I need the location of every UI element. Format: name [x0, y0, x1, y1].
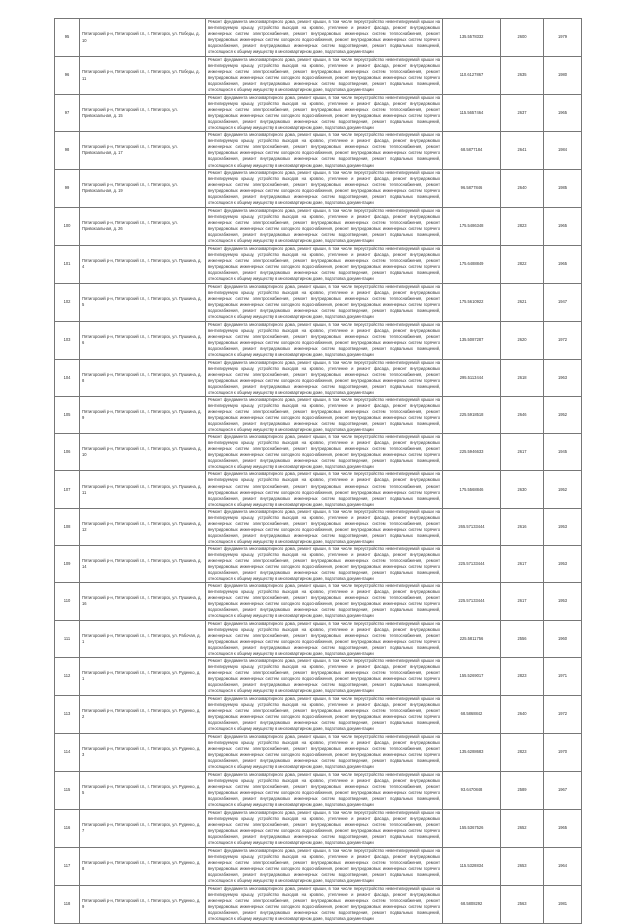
- table-row: [55, 95, 582, 132]
- table-row: [55, 207, 582, 245]
- row-number: 115: [55, 771, 80, 809]
- works-cell: Ремонт фундамента многоквартирного дома, ремонт крыши, в том числе переустройство невентилируемой крыши на вентилируемую крышу, устройство выходов на кровлю, утепление и ремонт фасада, ремонт внутридомовых инженерных систем электроснабжения, ремонт внутридомовых инженерных систем теплоснабжения, ремонт внутридомовых инженерных систем холодного водоснабжения, ремонт внутридомовых инженерных систем горячего водоснабжения, ремонт внутридомовых инженерных систем водоотведения, ремонт подвальных помещений, относящихся к общему имуществу в многоквартирном доме, подготовка документации: [206, 95, 443, 132]
- row-number: 108: [55, 508, 80, 545]
- table-row: [55, 847, 582, 885]
- year-cell: 1971: [544, 657, 582, 695]
- year-cell: 1964: [544, 847, 582, 885]
- table-row: [55, 359, 582, 396]
- year-cell: 1953: [544, 545, 582, 582]
- works-cell: Ремонт фундамента многоквартирного дома, ремонт крыши, в том числе переустройство невентилируемой крыши на вентилируемую крышу, устройство выходов на кровлю, утепление и ремонт фасада, ремонт внутридомовых инженерных систем электроснабжения, ремонт внутридомовых инженерных систем теплоснабжения, ремонт внутридомовых инженерных систем холодного водоснабжения, ремонт внутридомовых инженерных систем горячего водоснабжения, ремонт внутридомовых инженерных систем водоотведения, ремонт подвальных помещений, относящихся к общему имуществу в многоквартирном доме, подготовка документации: [206, 169, 443, 207]
- address-cell: Пятигорский р-н, Пятигорский г.п., г. Пятигорск, ул. Пушкина, д. 16: [80, 583, 206, 620]
- works-cell: Ремонт фундамента многоквартирного дома, ремонт крыши, в том числе переустройство невентилируемой крыши на вентилируемую крышу, устройство выходов на кровлю, утепление и ремонт фасада, ремонт внутридомовых инженерных систем электроснабжения, ремонт внутридомовых инженерных систем теплоснабжения, ремонт внутридомовых инженерных систем холодного водоснабжения, ремонт внутридомовых инженерных систем горячего водоснабжения, ремонт внутридомовых инженерных систем водоотведения, ремонт подвальных помещений, относящихся к общему имуществу в многоквартирном доме, подготовка документации: [206, 283, 443, 321]
- area-cell: 135.6288683: [443, 733, 501, 771]
- code-cell: 2617: [501, 545, 544, 582]
- row-number: 98: [55, 132, 80, 169]
- year-cell: 1980: [544, 57, 582, 95]
- code-cell: 2621: [501, 283, 544, 321]
- address-cell: Пятигорский р-н, Пятигорский г.п., г. Пятигорск, ул. Привокзальная, д. 15: [80, 95, 206, 132]
- year-cell: 1960: [544, 620, 582, 657]
- area-cell: 68.5877184: [443, 132, 501, 169]
- code-cell: 2646: [501, 396, 544, 433]
- address-cell: Пятигорский р-н, Пятигорский г.п., г. Пятигорск, ул. Руденко, д. 5: [80, 771, 206, 809]
- works-cell: Ремонт фундамента многоквартирного дома, ремонт крыши, в том числе переустройство невентилируемой крыши на вентилируемую крышу, устройство выходов на кровлю, утепление и ремонт фасада, ремонт внутридомовых инженерных систем электроснабжения, ремонт внутридомовых инженерных систем теплоснабжения, ремонт внутридомовых инженерных систем холодного водоснабжения, ремонт внутридомовых инженерных систем горячего водоснабжения, ремонт внутридомовых инженерных систем водоотведения, ремонт подвальных помещений, относящихся к общему имуществу в многоквартирном доме, подготовка документации: [206, 19, 443, 57]
- area-cell: 225.57133444: [443, 583, 501, 620]
- row-number: 107: [55, 471, 80, 508]
- year-cell: 1963: [544, 359, 582, 396]
- works-cell: Ремонт фундамента многоквартирного дома, ремонт крыши, в том числе переустройство невентилируемой крыши на вентилируемую крышу, устройство выходов на кровлю, утепление и ремонт фасада, ремонт внутридомовых инженерных систем электроснабжения, ремонт внутридомовых инженерных систем теплоснабжения, ремонт внутридомовых инженерных систем холодного водоснабжения, ремонт внутридомовых инженерных систем горячего водоснабжения, ремонт внутридомовых инженерных систем водоотведения, ремонт подвальных помещений, относящихся к общему имуществу в многоквартирном доме, подготовка документации: [206, 207, 443, 245]
- year-cell: 1953: [544, 583, 582, 620]
- row-number: 106: [55, 434, 80, 471]
- address-cell: Пятигорский р-н, Пятигорский г.п., г. Пятигорск, ул. Руденко, д. 2: [80, 695, 206, 733]
- table-row: [55, 283, 582, 321]
- table-row: [55, 132, 582, 169]
- row-number: 102: [55, 283, 80, 321]
- area-cell: 155.5367526: [443, 809, 501, 847]
- works-cell: Ремонт фундамента многоквартирного дома, ремонт крыши, в том числе переустройство невентилируемой крыши на вентилируемую крышу, устройство выходов на кровлю, утепление и ремонт фасада, ремонт внутридомовых инженерных систем электроснабжения, ремонт внутридомовых инженерных систем теплоснабжения, ремонт внутридомовых инженерных систем холодного водоснабжения, ремонт внутридомовых инженерных систем горячего водоснабжения, ремонт внутридомовых инженерных систем водоотведения, ремонт подвальных помещений, относящихся к общему имуществу в многоквартирном доме, подготовка документации: [206, 809, 443, 847]
- works-cell: Ремонт фундамента многоквартирного дома, ремонт крыши, в том числе переустройство невентилируемой крыши на вентилируемую крышу, устройство выходов на кровлю, утепление и ремонт фасада, ремонт внутридомовых инженерных систем электроснабжения, ремонт внутридомовых инженерных систем теплоснабжения, ремонт внутридомовых инженерных систем холодного водоснабжения, ремонт внутридомовых инженерных систем горячего водоснабжения, ремонт внутридомовых инженерных систем водоотведения, ремонт подвальных помещений, относящихся к общему имуществу в многоквартирном доме, подготовка документации: [206, 771, 443, 809]
- year-cell: 1972: [544, 321, 582, 359]
- table-row: [55, 657, 582, 695]
- area-cell: 135.5087287: [443, 321, 501, 359]
- table-row: [55, 695, 582, 733]
- area-cell: 68.5808292: [443, 885, 501, 923]
- area-cell: 115.5328834: [443, 847, 501, 885]
- works-cell: Ремонт фундамента многоквартирного дома, ремонт крыши, в том числе переустройство невентилируемой крыши на вентилируемую крышу, устройство выходов на кровлю, утепление и ремонт фасада, ремонт внутридомовых инженерных систем электроснабжения, ремонт внутридомовых инженерных систем теплоснабжения, ремонт внутридомовых инженерных систем холодного водоснабжения, ремонт внутридомовых инженерных систем горячего водоснабжения, ремонт внутридомовых инженерных систем водоотведения, ремонт подвальных помещений, относящихся к общему имуществу в многоквартирном доме, подготовка документации: [206, 620, 443, 657]
- year-cell: 1967: [544, 771, 582, 809]
- year-cell: 1947: [544, 283, 582, 321]
- works-cell: Ремонт фундамента многоквартирного дома, ремонт крыши, в том числе переустройство невентилируемой крыши на вентилируемую крышу, устройство выходов на кровлю, утепление и ремонт фасада, ремонт внутридомовых инженерных систем электроснабжения, ремонт внутридомовых инженерных систем теплоснабжения, ремонт внутридомовых инженерных систем холодного водоснабжения, ремонт внутридомовых инженерных систем горячего водоснабжения, ремонт внутридомовых инженерных систем водоотведения, ремонт подвальных помещений, относящихся к общему имуществу в многоквартирном доме, подготовка документации: [206, 321, 443, 359]
- table-row: [55, 809, 582, 847]
- row-number: 111: [55, 620, 80, 657]
- address-cell: Пятигорский р-н, Пятигорский г.п., г. Пятигорск, ул. Победы, д. 10: [80, 19, 206, 57]
- address-cell: Пятигорский р-н, Пятигорский г.п., г. Пятигорск, ул. Привокзальная, д. 17: [80, 132, 206, 169]
- year-cell: 1981: [544, 885, 582, 923]
- address-cell: Пятигорский р-н, Пятигорский г.п., г. Пятигорск, ул. Пушкина, д. 10: [80, 434, 206, 471]
- year-cell: 1965: [544, 95, 582, 132]
- area-cell: 68.5868842: [443, 695, 501, 733]
- row-number: 112: [55, 657, 80, 695]
- area-cell: 225.5918518: [443, 396, 501, 433]
- address-cell: Пятигорский р-н, Пятигорский г.п., г. Пятигорск, ул. Пушкина, д. 6: [80, 321, 206, 359]
- row-number: 105: [55, 396, 80, 433]
- code-cell: 2589: [501, 771, 544, 809]
- address-cell: Пятигорский р-н, Пятигорский г.п., г. Пятигорск, ул. Руденко, д. 8: [80, 847, 206, 885]
- table-row: [55, 471, 582, 508]
- row-number: 103: [55, 321, 80, 359]
- table-row: [55, 508, 582, 545]
- code-cell: 2617: [501, 583, 544, 620]
- table-row: [55, 396, 582, 433]
- address-cell: Пятигорский р-н, Пятигорский г.п., г. Пятигорск, ул. Руденко, д. 7: [80, 809, 206, 847]
- table-row: [55, 57, 582, 95]
- row-number: 117: [55, 847, 80, 885]
- area-cell: 225.5946633: [443, 434, 501, 471]
- code-cell: 2641: [501, 132, 544, 169]
- year-cell: 1945: [544, 434, 582, 471]
- year-cell: 1970: [544, 733, 582, 771]
- code-cell: 2635: [501, 57, 544, 95]
- year-cell: 1979: [544, 19, 582, 57]
- area-cell: 155.5269017: [443, 657, 501, 695]
- works-cell: Ремонт фундамента многоквартирного дома, ремонт крыши, в том числе переустройство невентилируемой крыши на вентилируемую крышу, устройство выходов на кровлю, утепление и ремонт фасада, ремонт внутридомовых инженерных систем электроснабжения, ремонт внутридомовых инженерных систем теплоснабжения, ремонт внутридомовых инженерных систем холодного водоснабжения, ремонт внутридомовых инженерных систем горячего водоснабжения, ремонт внутридомовых инженерных систем водоотведения, ремонт подвальных помещений, относящихся к общему имуществу в многоквартирном доме, подготовка документации: [206, 545, 443, 582]
- code-cell: 2618: [501, 359, 544, 396]
- year-cell: 1965: [544, 245, 582, 283]
- works-cell: Ремонт фундамента многоквартирного дома, ремонт крыши, в том числе переустройство невентилируемой крыши на вентилируемую крышу, устройство выходов на кровлю, утепление и ремонт фасада, ремонт внутридомовых инженерных систем электроснабжения, ремонт внутридомовых инженерных систем теплоснабжения, ремонт внутридомовых инженерных систем холодного водоснабжения, ремонт внутридомовых инженерных систем горячего водоснабжения, ремонт внутридомовых инженерных систем водоотведения, ремонт подвальных помещений, относящихся к общему имуществу в многоквартирном доме, подготовка документации: [206, 434, 443, 471]
- works-cell: Ремонт фундамента многоквартирного дома, ремонт крыши, в том числе переустройство невентилируемой крыши на вентилируемую крышу, устройство выходов на кровлю, утепление и ремонт фасада, ремонт внутридомовых инженерных систем электроснабжения, ремонт внутридомовых инженерных систем теплоснабжения, ремонт внутридомовых инженерных систем холодного водоснабжения, ремонт внутридомовых инженерных систем горячего водоснабжения, ремонт внутридомовых инженерных систем водоотведения, ремонт подвальных помещений, относящихся к общему имуществу в многоквартирном доме, подготовка документации: [206, 733, 443, 771]
- address-cell: Пятигорский р-н, Пятигорский г.п., г. Пятигорск, ул. Привокзальная, д. 19: [80, 169, 206, 207]
- area-cell: 135.5578332: [443, 19, 501, 57]
- works-cell: Ремонт фундамента многоквартирного дома, ремонт крыши, в том числе переустройство невентилируемой крыши на вентилируемую крышу, устройство выходов на кровлю, утепление и ремонт фасада, ремонт внутридомовых инженерных систем электроснабжения, ремонт внутридомовых инженерных систем теплоснабжения, ремонт внутридомовых инженерных систем холодного водоснабжения, ремонт внутридомовых инженерных систем горячего водоснабжения, ремонт внутридомовых инженерных систем водоотведения, ремонт подвальных помещений, относящихся к общему имуществу в многоквартирном доме, подготовка документации: [206, 396, 443, 433]
- address-cell: Пятигорский р-н, Пятигорский г.п., г. Пятигорск, ул. Пушкина, д. 5: [80, 283, 206, 321]
- area-cell: 93.6470848: [443, 771, 501, 809]
- address-cell: Пятигорский р-н, Пятигорский г.п., г. Пятигорск, ул. Пушкина, д. 9: [80, 396, 206, 433]
- row-number: 113: [55, 695, 80, 733]
- code-cell: 2640: [501, 169, 544, 207]
- row-number: 110: [55, 583, 80, 620]
- year-cell: 1965: [544, 809, 582, 847]
- housing-repair-table: [54, 18, 582, 924]
- document-page: [54, 18, 581, 924]
- row-number: 109: [55, 545, 80, 582]
- address-cell: Пятигорский р-н, Пятигорский г.п., г. Пятигорск, ул. Пушкина, д. 11: [80, 471, 206, 508]
- address-cell: Пятигорский р-н, Пятигорский г.п., г. Пятигорск, ул. Пушкина, д. 14: [80, 545, 206, 582]
- address-cell: Пятигорский р-н, Пятигорский г.п., г. Пятигорск, ул. Пушкина, д. 12: [80, 508, 206, 545]
- code-cell: 2640: [501, 695, 544, 733]
- address-cell: Пятигорский р-н, Пятигорский г.п., г. Пятигорск, ул. Привокзальная, д. 26: [80, 207, 206, 245]
- table-body: [55, 19, 582, 924]
- address-cell: Пятигорский р-н, Пятигорский г.п., г. Пятигорск, ул. Рабочая, д. 1: [80, 620, 206, 657]
- row-number: 101: [55, 245, 80, 283]
- area-cell: 265.57133444: [443, 508, 501, 545]
- table-row: [55, 169, 582, 207]
- works-cell: Ремонт фундамента многоквартирного дома, ремонт крыши, в том числе переустройство невентилируемой крыши на вентилируемую крышу, устройство выходов на кровлю, утепление и ремонт фасада, ремонт внутридомовых инженерных систем электроснабжения, ремонт внутридомовых инженерных систем теплоснабжения, ремонт внутридомовых инженерных систем холодного водоснабжения, ремонт внутридомовых инженерных систем горячего водоснабжения, ремонт внутридомовых инженерных систем водоотведения, ремонт подвальных помещений, относящихся к общему имуществу в многоквартирном доме, подготовка документации: [206, 657, 443, 695]
- works-cell: Ремонт фундамента многоквартирного дома, ремонт крыши, в том числе переустройство невентилируемой крыши на вентилируемую крышу, устройство выходов на кровлю, утепление и ремонт фасада, ремонт внутридомовых инженерных систем электроснабжения, ремонт внутридомовых инженерных систем теплоснабжения, ремонт внутридомовых инженерных систем холодного водоснабжения, ремонт внутридомовых инженерных систем горячего водоснабжения, ремонт внутридомовых инженерных систем водоотведения, ремонт подвальных помещений, относящихся к общему имуществу в многоквартирном доме, подготовка документации: [206, 359, 443, 396]
- area-cell: 175.5610922: [443, 283, 501, 321]
- area-cell: 175.6488849: [443, 245, 501, 283]
- code-cell: 2637: [501, 95, 544, 132]
- table-row: [55, 245, 582, 283]
- row-number: 100: [55, 207, 80, 245]
- row-number: 99: [55, 169, 80, 207]
- area-cell: 96.5877846: [443, 169, 501, 207]
- code-cell: 2630: [501, 471, 544, 508]
- area-cell: 110.6127867: [443, 57, 501, 95]
- works-cell: Ремонт фундамента многоквартирного дома, ремонт крыши, в том числе переустройство невентилируемой крыши на вентилируемую крышу, устройство выходов на кровлю, утепление и ремонт фасада, ремонт внутридомовых инженерных систем электроснабжения, ремонт внутридомовых инженерных систем теплоснабжения, ремонт внутридомовых инженерных систем холодного водоснабжения, ремонт внутридомовых инженерных систем горячего водоснабжения, ремонт внутридомовых инженерных систем водоотведения, ремонт подвальных помещений, относящихся к общему имуществу в многоквартирном доме, подготовка документации: [206, 885, 443, 923]
- code-cell: 2823: [501, 657, 544, 695]
- address-cell: Пятигорский р-н, Пятигорский г.п., г. Пятигорск, ул. Руденко, д. 9: [80, 885, 206, 923]
- year-cell: 1952: [544, 471, 582, 508]
- code-cell: 2653: [501, 847, 544, 885]
- code-cell: 2556: [501, 620, 544, 657]
- works-cell: Ремонт фундамента многоквартирного дома, ремонт крыши, в том числе переустройство невентилируемой крыши на вентилируемую крышу, устройство выходов на кровлю, утепление и ремонт фасада, ремонт внутридомовых инженерных систем электроснабжения, ремонт внутридомовых инженерных систем теплоснабжения, ремонт внутридомовых инженерных систем холодного водоснабжения, ремонт внутридомовых инженерных систем горячего водоснабжения, ремонт внутридомовых инженерных систем водоотведения, ремонт подвальных помещений, относящихся к общему имуществу в многоквартирном доме, подготовка документации: [206, 471, 443, 508]
- code-cell: 2823: [501, 207, 544, 245]
- row-number: 96: [55, 57, 80, 95]
- works-cell: Ремонт фундамента многоквартирного дома, ремонт крыши, в том числе переустройство невентилируемой крыши на вентилируемую крышу, устройство выходов на кровлю, утепление и ремонт фасада, ремонт внутридомовых инженерных систем электроснабжения, ремонт внутридомовых инженерных систем теплоснабжения, ремонт внутридомовых инженерных систем холодного водоснабжения, ремонт внутридомовых инженерных систем горячего водоснабжения, ремонт внутридомовых инженерных систем водоотведения, ремонт подвальных помещений, относящихся к общему имуществу в многоквартирном доме, подготовка документации: [206, 847, 443, 885]
- address-cell: Пятигорский р-н, Пятигорский г.п., г. Пятигорск, ул. Пушкина, д. 8: [80, 359, 206, 396]
- address-cell: Пятигорский р-н, Пятигорский г.п., г. Пятигорск, ул. Руденко, д. 3: [80, 733, 206, 771]
- area-cell: 225.57133444: [443, 545, 501, 582]
- code-cell: 2652: [501, 809, 544, 847]
- works-cell: Ремонт фундамента многоквартирного дома, ремонт крыши, в том числе переустройство невентилируемой крыши на вентилируемую крышу, устройство выходов на кровлю, утепление и ремонт фасада, ремонт внутридомовых инженерных систем электроснабжения, ремонт внутридомовых инженерных систем теплоснабжения, ремонт внутридомовых инженерных систем холодного водоснабжения, ремонт внутридомовых инженерных систем горячего водоснабжения, ремонт внутридомовых инженерных систем водоотведения, ремонт подвальных помещений, относящихся к общему имуществу в многоквартирном доме, подготовка документации: [206, 508, 443, 545]
- table-row: [55, 321, 582, 359]
- area-cell: 115.5657464: [443, 95, 501, 132]
- year-cell: 1965: [544, 207, 582, 245]
- row-number: 114: [55, 733, 80, 771]
- address-cell: Пятигорский р-н, Пятигорский г.п., г. Пятигорск, ул. Победы, д. 11: [80, 57, 206, 95]
- table-row: [55, 545, 582, 582]
- code-cell: 2616: [501, 508, 544, 545]
- code-cell: 2823: [501, 733, 544, 771]
- works-cell: Ремонт фундамента многоквартирного дома, ремонт крыши, в том числе переустройство невентилируемой крыши на вентилируемую крышу, устройство выходов на кровлю, утепление и ремонт фасада, ремонт внутридомовых инженерных систем электроснабжения, ремонт внутридомовых инженерных систем теплоснабжения, ремонт внутридомовых инженерных систем холодного водоснабжения, ремонт внутридомовых инженерных систем горячего водоснабжения, ремонт внутридомовых инженерных систем водоотведения, ремонт подвальных помещений, относящихся к общему имуществу в многоквартирном доме, подготовка документации: [206, 583, 443, 620]
- address-cell: Пятигорский р-н, Пятигорский г.п., г. Пятигорск, ул. Руденко, д. 1: [80, 657, 206, 695]
- works-cell: Ремонт фундамента многоквартирного дома, ремонт крыши, в том числе переустройство невентилируемой крыши на вентилируемую крышу, устройство выходов на кровлю, утепление и ремонт фасада, ремонт внутридомовых инженерных систем электроснабжения, ремонт внутридомовых инженерных систем теплоснабжения, ремонт внутридомовых инженерных систем холодного водоснабжения, ремонт внутридомовых инженерных систем горячего водоснабжения, ремонт внутридомовых инженерных систем водоотведения, ремонт подвальных помещений, относящихся к общему имуществу в многоквартирном доме, подготовка документации: [206, 132, 443, 169]
- table-row: [55, 771, 582, 809]
- table-row: [55, 620, 582, 657]
- area-cell: 225.5811756: [443, 620, 501, 657]
- code-cell: 2620: [501, 321, 544, 359]
- works-cell: Ремонт фундамента многоквартирного дома, ремонт крыши, в том числе переустройство невентилируемой крыши на вентилируемую крышу, устройство выходов на кровлю, утепление и ремонт фасада, ремонт внутридомовых инженерных систем электроснабжения, ремонт внутридомовых инженерных систем теплоснабжения, ремонт внутридомовых инженерных систем холодного водоснабжения, ремонт внутридомовых инженерных систем горячего водоснабжения, ремонт внутридомовых инженерных систем водоотведения, ремонт подвальных помещений, относящихся к общему имуществу в многоквартирном доме, подготовка документации: [206, 695, 443, 733]
- table-row: [55, 885, 582, 923]
- address-cell: Пятигорский р-н, Пятигорский г.п., г. Пятигорск, ул. Пушкина, д. 4: [80, 245, 206, 283]
- year-cell: 1952: [544, 396, 582, 433]
- row-number: 116: [55, 809, 80, 847]
- row-number: 104: [55, 359, 80, 396]
- code-cell: 2617: [501, 434, 544, 471]
- row-number: 97: [55, 95, 80, 132]
- year-cell: 1984: [544, 132, 582, 169]
- table-row: [55, 19, 582, 57]
- area-cell: 175.5486348: [443, 207, 501, 245]
- year-cell: 1972: [544, 695, 582, 733]
- year-cell: 1953: [544, 508, 582, 545]
- works-cell: Ремонт фундамента многоквартирного дома, ремонт крыши, в том числе переустройство невентилируемой крыши на вентилируемую крышу, устройство выходов на кровлю, утепление и ремонт фасада, ремонт внутридомовых инженерных систем электроснабжения, ремонт внутридомовых инженерных систем теплоснабжения, ремонт внутридомовых инженерных систем холодного водоснабжения, ремонт внутридомовых инженерных систем горячего водоснабжения, ремонт внутридомовых инженерных систем водоотведения, ремонт подвальных помещений, относящихся к общему имуществу в многоквартирном доме, подготовка документации: [206, 57, 443, 95]
- row-number: 118: [55, 885, 80, 923]
- table-row: [55, 434, 582, 471]
- code-cell: 2600: [501, 19, 544, 57]
- year-cell: 1985: [544, 169, 582, 207]
- table-row: [55, 583, 582, 620]
- table-row: [55, 733, 582, 771]
- works-cell: Ремонт фундамента многоквартирного дома, ремонт крыши, в том числе переустройство невентилируемой крыши на вентилируемую крышу, устройство выходов на кровлю, утепление и ремонт фасада, ремонт внутридомовых инженерных систем электроснабжения, ремонт внутридомовых инженерных систем теплоснабжения, ремонт внутридомовых инженерных систем холодного водоснабжения, ремонт внутридомовых инженерных систем горячего водоснабжения, ремонт внутридомовых инженерных систем водоотведения, ремонт подвальных помещений, относящихся к общему имуществу в многоквартирном доме, подготовка документации: [206, 245, 443, 283]
- area-cell: 175.5568846: [443, 471, 501, 508]
- row-number: 95: [55, 19, 80, 57]
- code-cell: 2822: [501, 245, 544, 283]
- code-cell: 2563: [501, 885, 544, 923]
- area-cell: 295.5113444: [443, 359, 501, 396]
